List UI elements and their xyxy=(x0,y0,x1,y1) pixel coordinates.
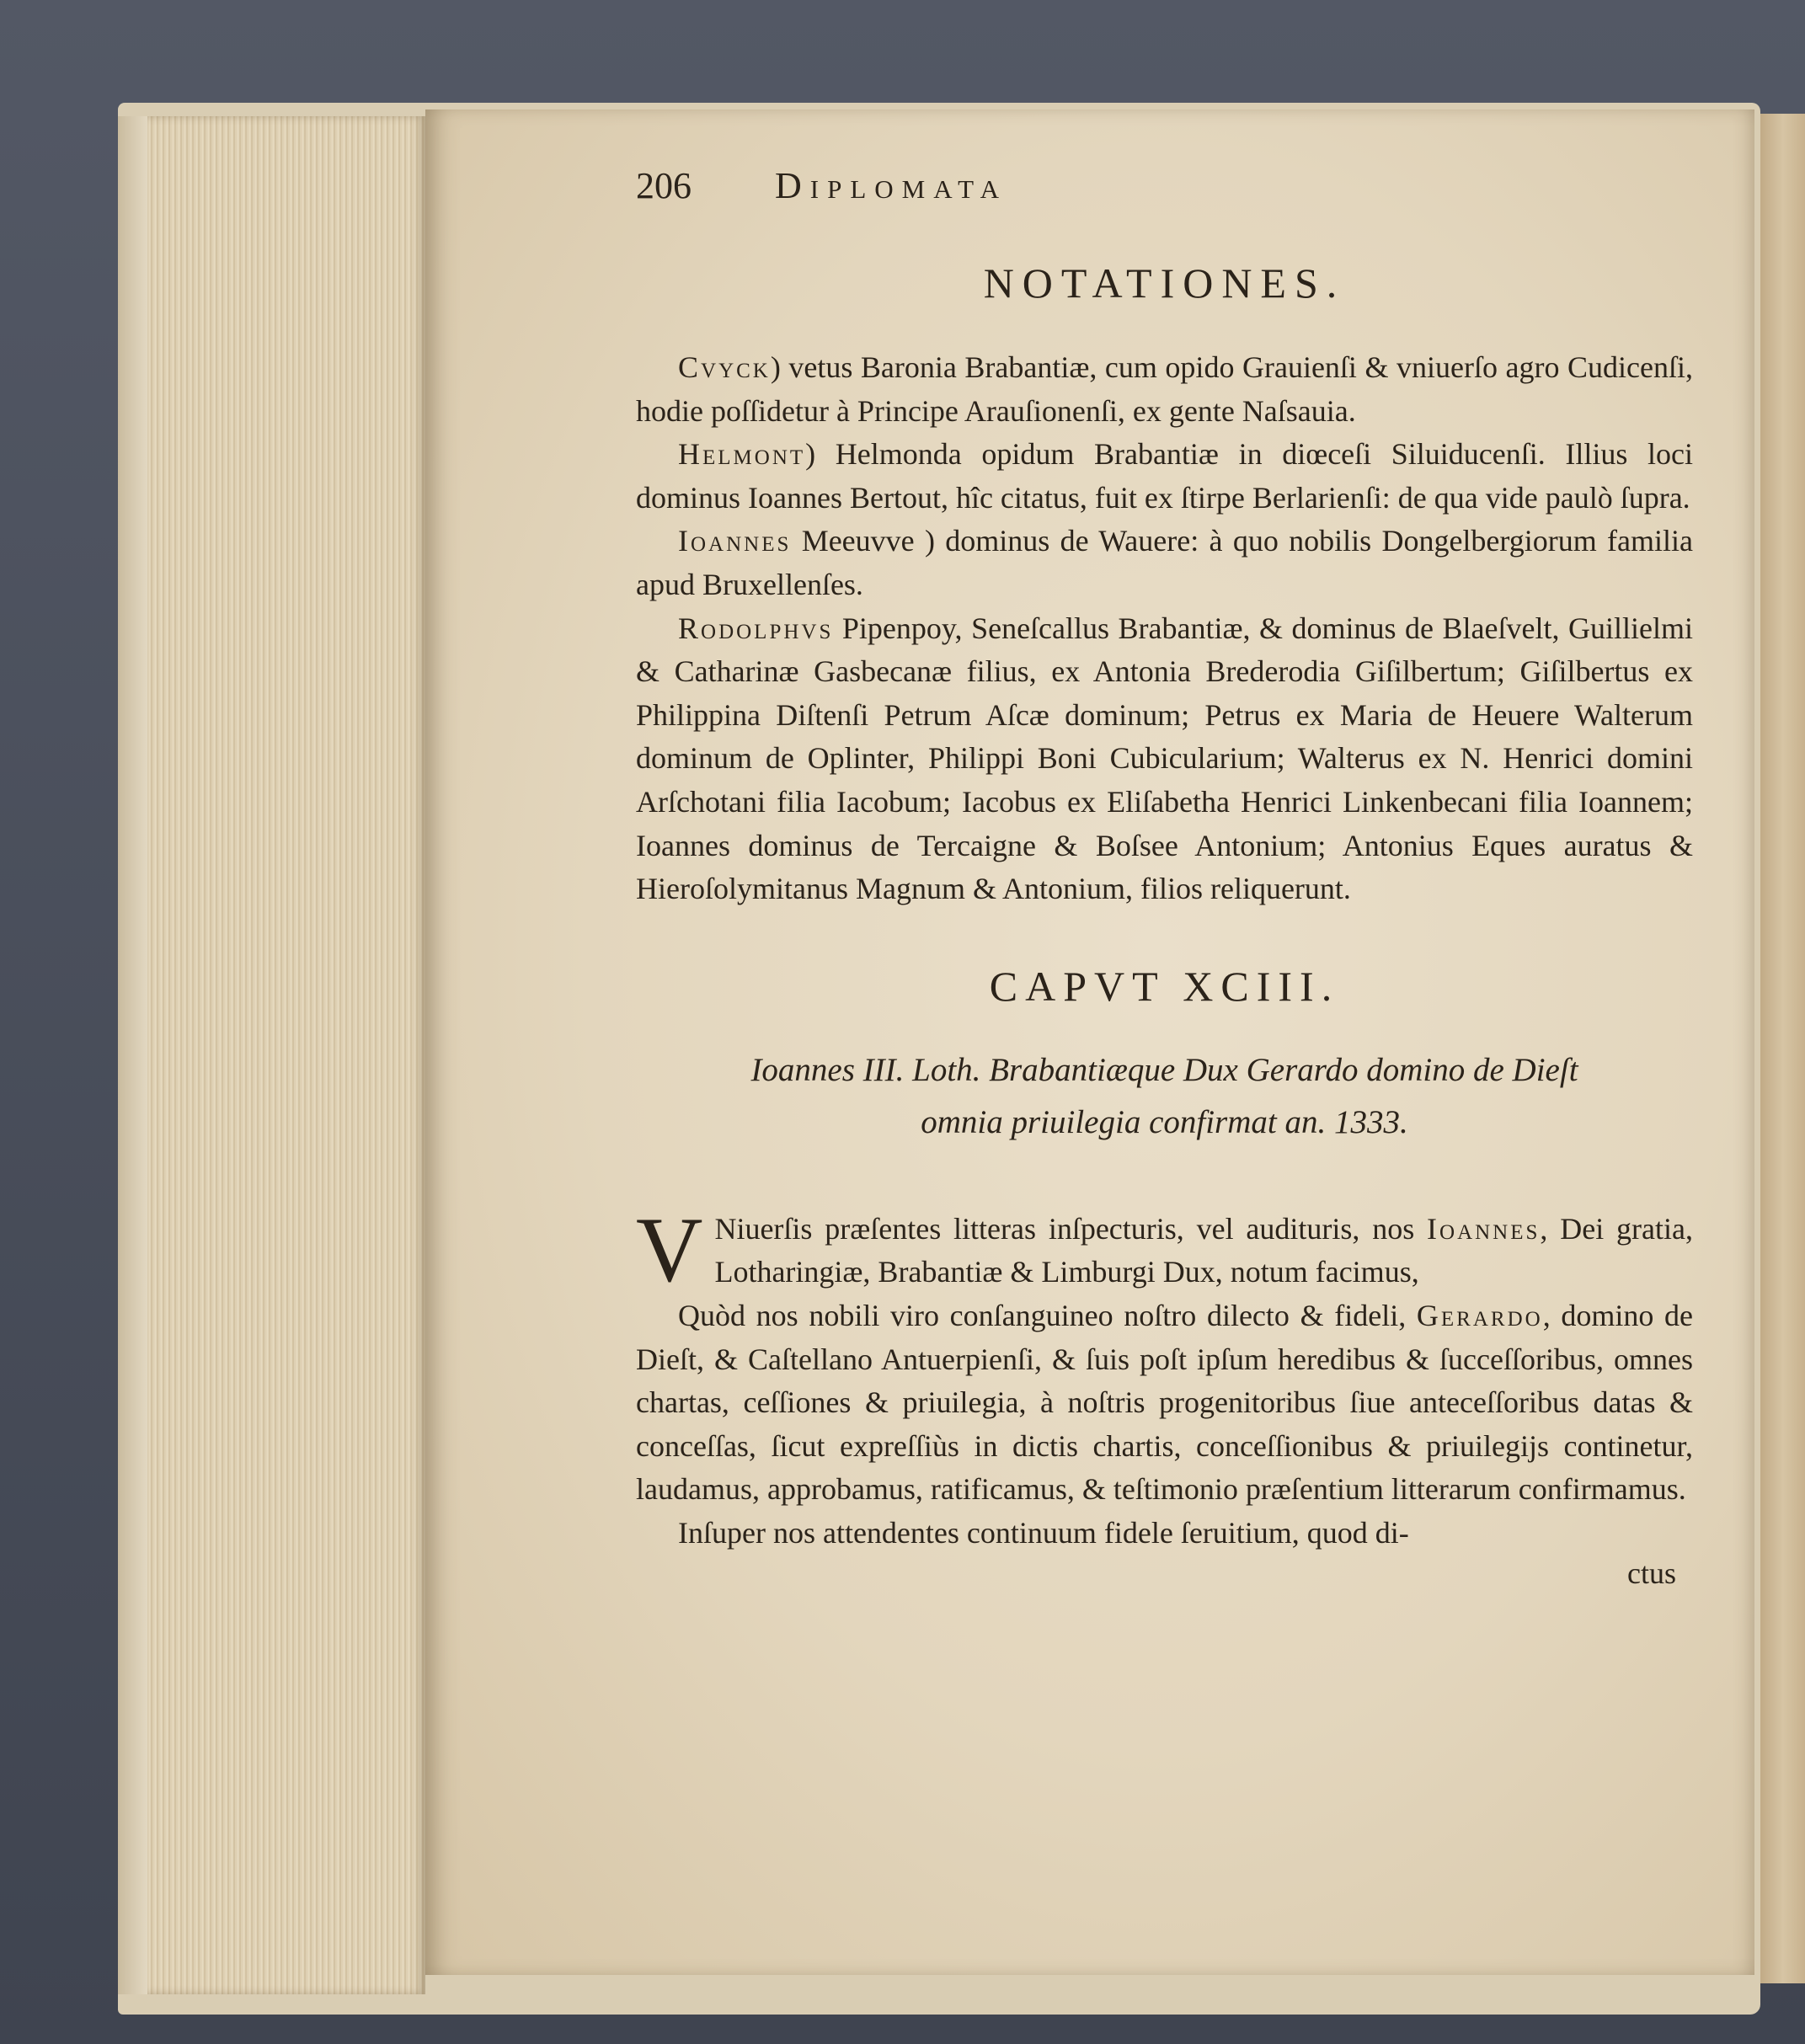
charter-paragraph xyxy=(636,1294,1693,1512)
note-lead: Ioannes xyxy=(678,524,792,558)
note-lead: Rodolphvs xyxy=(678,611,834,645)
running-head xyxy=(636,164,1693,215)
note-text: ) Helmonda opidum Brabantiæ in diœceſi Siluiducenſi. Illius loci dominus Ioannes Bertout, hîc citatus, fuit ex ſtirpe Berlarienſi: de qua vide paulò ſupra. xyxy=(636,437,1693,515)
catchword: ctus xyxy=(1627,1556,1676,1591)
note-paragraph xyxy=(636,346,1693,433)
note-paragraph xyxy=(636,520,1693,606)
note-text: Meeuvve ) dominus de Wauere: à quo nobilis Dongelbergiorum familia apud Bruxellenſes. xyxy=(636,524,1693,601)
charter-paragraph xyxy=(636,1512,1693,1556)
chapter-summary xyxy=(636,1044,1693,1149)
duke-name: Ioannes xyxy=(1427,1211,1541,1246)
charter-opening xyxy=(636,1198,1693,1301)
section-title: NOTATIONES. xyxy=(983,259,1346,307)
gerard-name: Gerardo xyxy=(1416,1298,1543,1332)
drop-cap: V xyxy=(636,1198,703,1301)
charter-text: Niuerſis præſentes litteras inſpecturis, vel audituris, nos xyxy=(714,1211,1428,1246)
charter-text: , domino de Dieſt, & Caſtellano Antuerpienſi, & ſuis poſt ipſum heredibus & ſucceſſoribus, omnes chartas, ceſſiones & priuilegia, à noſtris progenitoribus ſiue anteceſſoribus datas & conceſſas, ſicut expreſſiùs in dictis chartis, conceſſionibus & priuilegijs continetur, laudamus, approbamus, ratificamus, & teſtimonio præſentium litterarum confirmamus. xyxy=(636,1298,1694,1507)
page-text xyxy=(636,164,1693,1592)
page-block xyxy=(147,116,425,1994)
note-text: Pipenpoy, Seneſcallus Brabantiæ, & dominus de Blaeſvelt, Guillielmi & Catharinæ Gasbecanæ filius, ex Antonia Brederodia Giſilbertum; Giſilbertus ex Philippina Diſtenſi Petrum Aſcæ dominum; Petrus ex Maria de Heuere Walterum dominum de Oplinter, Philippi Boni Cubicularium; Walterus ex N. Henrici domini Arſchotani filia Iacobum; Iacobus ex Eliſabetha Henrici Linkenbecani filia Ioannem; Ioannes dominus de Tercaigne & Boſsee Antonium; Antonius Eques auratus & Hieroſolymitanus Magnum & Antonium, filios reliquerunt. xyxy=(636,611,1693,906)
summary-line: omnia priuilegia confirmat an. 1333. xyxy=(921,1103,1408,1140)
running-title: Diplomata xyxy=(775,165,1008,206)
page-block-edge xyxy=(118,116,152,1994)
note-text: ) vetus Baronia Brabantiæ, cum opido Grauienſi & vniuerſo agro Cudicenſi, hodie poſſidetur à Principe Arauſionenſi, ex gente Naſsauia. xyxy=(636,350,1693,428)
note-paragraph xyxy=(636,607,1693,911)
chapter-title: CAPVT XCIII. xyxy=(989,962,1340,1010)
note-paragraph xyxy=(636,433,1693,520)
summary-line: Ioannes III. Loth. Brabantiæque Dux Gerardo domino de Dieſt xyxy=(750,1051,1578,1088)
note-lead: Cvyck xyxy=(678,350,771,384)
charter-text: Quòd nos nobili viro conſanguineo noſtro dilecto & fideli, xyxy=(678,1298,1417,1332)
charter-text: Inſuper nos attendentes continuum fidele ſeruitium, quod di- xyxy=(678,1515,1409,1550)
charter-text: , Dei gratia, Lotharingiæ, Brabantiæ & Limburgi Dux, notum facimus, xyxy=(714,1211,1693,1289)
page-number: 206 xyxy=(636,165,692,206)
note-lead: Helmont xyxy=(678,437,806,472)
